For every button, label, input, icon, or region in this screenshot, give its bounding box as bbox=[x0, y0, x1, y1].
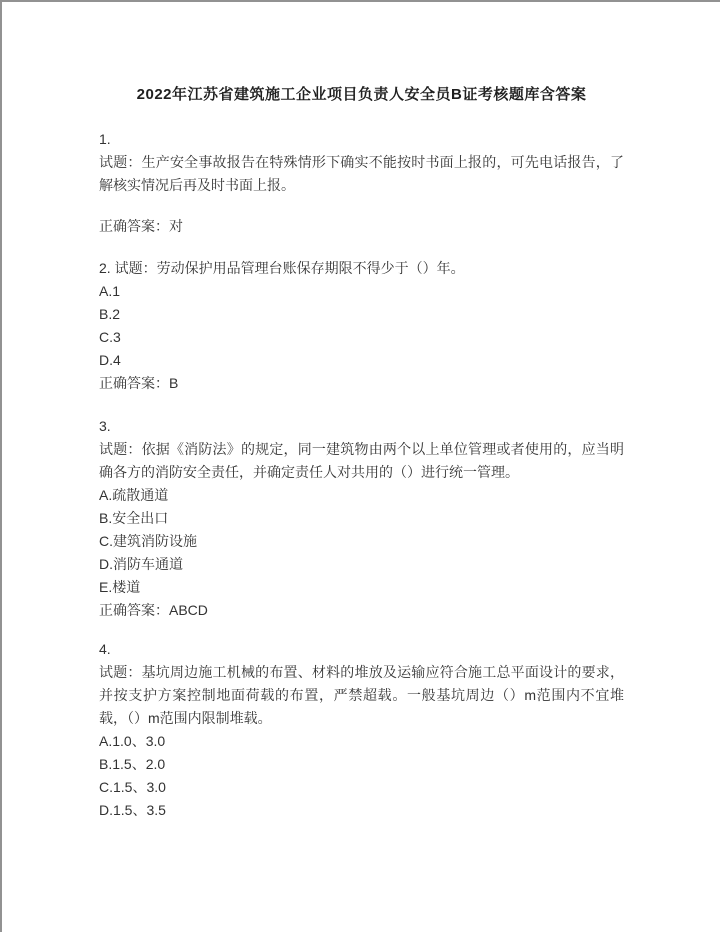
question-block-3 bbox=[99, 415, 624, 622]
question-number: 1. bbox=[99, 131, 111, 147]
question-text: 试题：依据《消防法》的规定，同一建筑物由两个以上单位管理或者使用的，应当明确各方的消防安全责任，并确定责任人对共用的（）进行统一管理。 bbox=[99, 441, 624, 480]
option-line-d: D.4 bbox=[99, 352, 121, 368]
option-line-c: C.建筑消防设施 bbox=[99, 533, 197, 549]
document-content bbox=[2, 2, 720, 822]
option-line-c: C.1.5、3.0 bbox=[99, 779, 166, 795]
option-line-d: D.1.5、3.5 bbox=[99, 802, 166, 818]
question-text: 试题：生产安全事故报告在特殊情形下确实不能按时书面上报的，可先电话报告，了解核实情况后再及时书面上报。 bbox=[99, 154, 624, 193]
question-block-2 bbox=[99, 257, 624, 395]
option-line-b: B.安全出口 bbox=[99, 510, 169, 526]
option-line-c: C.3 bbox=[99, 329, 121, 345]
question-number: 4. bbox=[99, 641, 111, 657]
question-block-4 bbox=[99, 638, 624, 822]
option-line-b: B.1.5、2.0 bbox=[99, 756, 166, 772]
answer-line: 正确答案：ABCD bbox=[99, 602, 208, 618]
option-line-d: D.消防车通道 bbox=[99, 556, 183, 572]
question-text: 试题：基坑周边施工机械的布置、材料的堆放及运输应符合施工总平面设计的要求，并按支护方案控制地面荷载的布置，严禁超载。一般基坑周边（）m范围内不宜堆载，（）m范围内限制堆载。 bbox=[99, 664, 624, 726]
document-title: 2022年江苏省建筑施工企业项目负责人安全员B证考核题库含答案 bbox=[136, 86, 587, 103]
option-line-a: A.1.0、3.0 bbox=[99, 733, 166, 749]
answer-line: 正确答案：对 bbox=[99, 218, 183, 234]
option-line-e: E.楼道 bbox=[99, 579, 141, 595]
answer-line: 正确答案：B bbox=[99, 375, 179, 391]
question-block-1 bbox=[99, 128, 624, 238]
question-number: 3. bbox=[99, 418, 111, 434]
option-line-a: A.1 bbox=[99, 283, 121, 299]
option-line-a: A.疏散通道 bbox=[99, 487, 169, 503]
question-text: 2. 试题：劳动保护用品管理台账保存期限不得少于（）年。 bbox=[99, 260, 465, 276]
option-line-b: B.2 bbox=[99, 306, 121, 322]
